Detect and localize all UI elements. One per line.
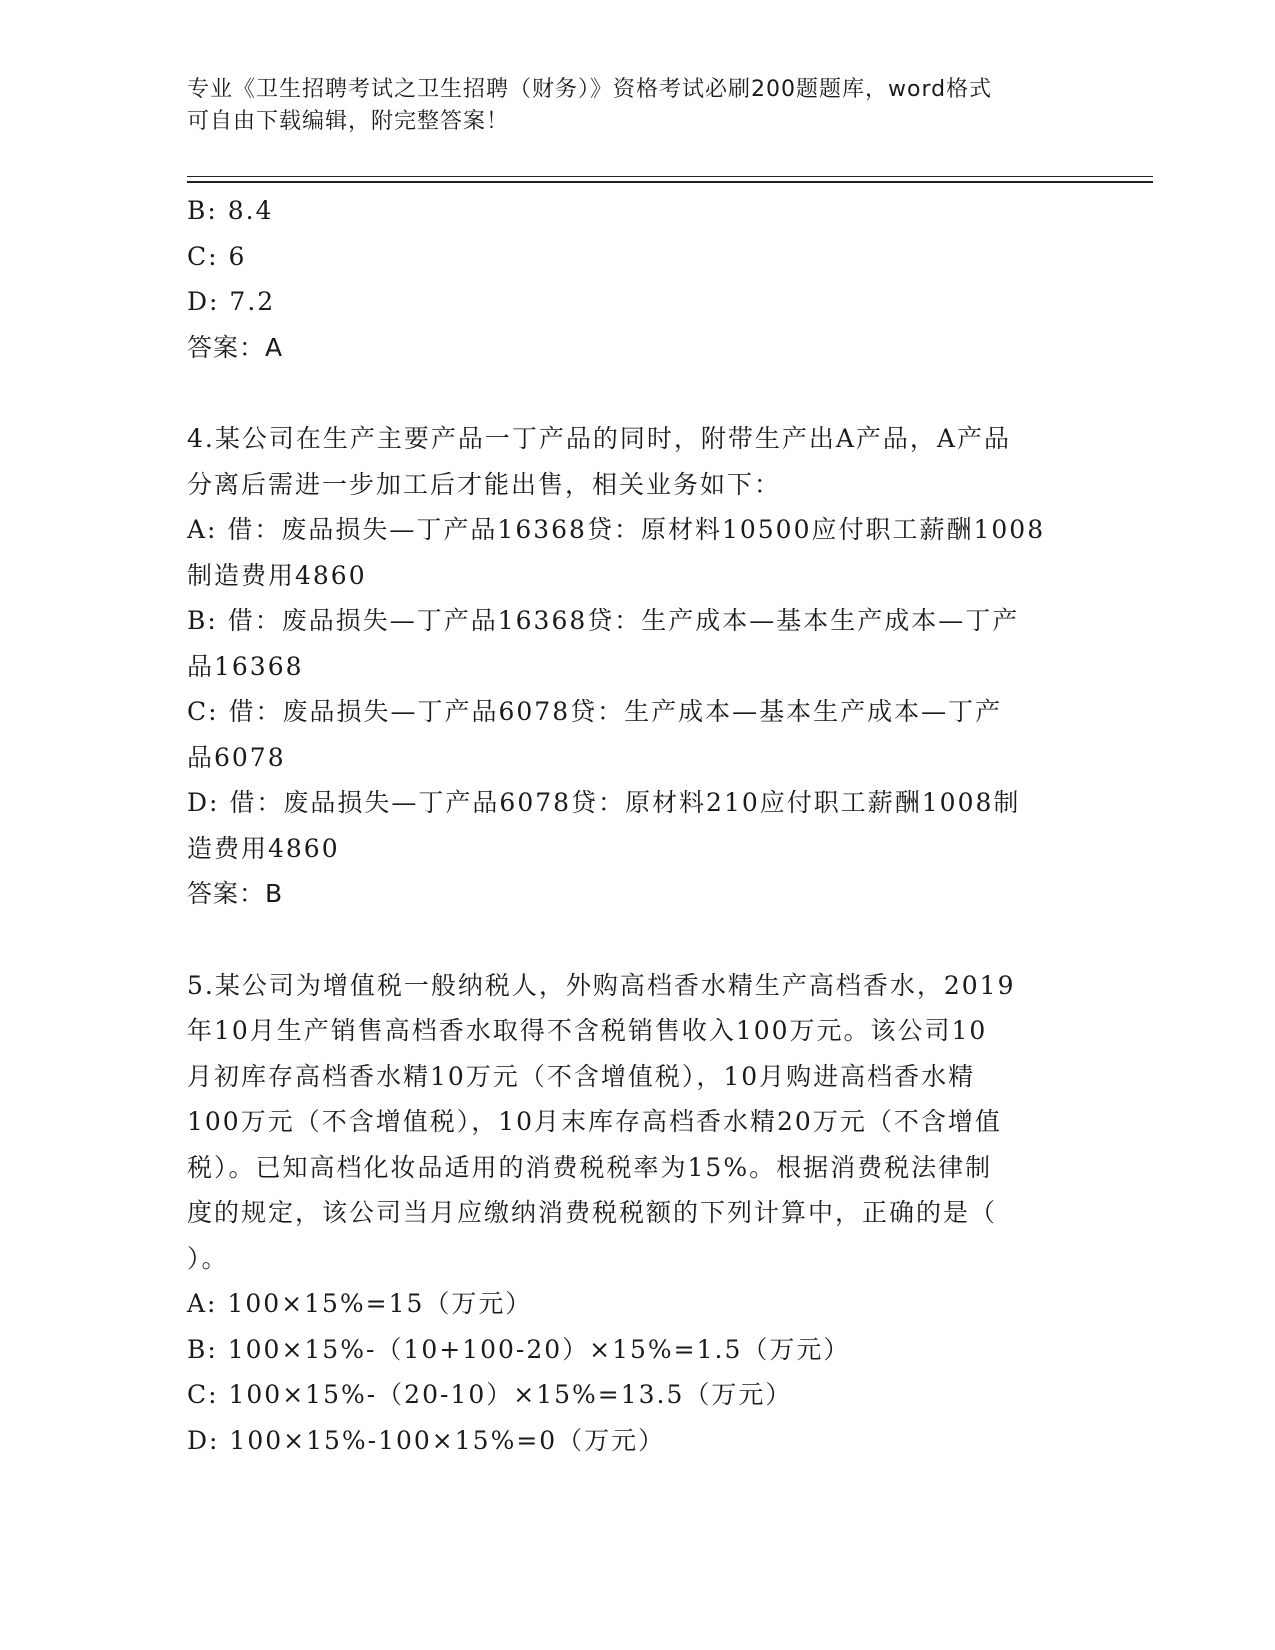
option-b-continuation: 品16368 [187, 651, 304, 681]
question-stem-line: 4.某公司在生产主要产品一丁产品的同时，附带生产出A产品，A产品 [187, 424, 1011, 453]
option-d: D: 7.2 [187, 287, 276, 316]
option-d: D: 借：废品损失—丁产品6078贷：原材料210应付职工薪酬1008制 [187, 788, 1021, 817]
question-5 [187, 963, 1087, 1464]
question-stem-line: 分离后需进一步加工后才能出售，相关业务如下： [187, 469, 782, 499]
spacer [187, 917, 1087, 963]
option-b: B: 借：废品损失—丁产品16368贷：生产成本—基本生产成本—丁产 [187, 606, 1020, 635]
question-stem-line: 年10月生产销售高档香水取得不含税销售收入100万元。该公司10 [187, 1016, 988, 1045]
option-c: C: 100×15%-（20-10）×15%=13.5（万元） [187, 1380, 793, 1409]
answer-line: 答案：A [187, 332, 284, 362]
option-c: C: 借：废品损失—丁产品6078贷：生产成本—基本生产成本—丁产 [187, 697, 1003, 726]
option-b: B: 8.4 [187, 196, 274, 225]
option-a: A: 借：废品损失—丁产品16368贷：原材料10500应付职工薪酬1008 [187, 515, 1046, 544]
option-a: A: 100×15%=15（万元） [187, 1289, 533, 1318]
previous-question-tail [187, 188, 1087, 370]
header-title-line-1: 专业《卫生招聘考试之卫生招聘（财务）》资格考试必刷200题题库，word格式 [187, 77, 993, 102]
option-b: B: 100×15%-（10+100-20）×15%=1.5（万元） [187, 1334, 851, 1364]
question-stem-line: 度的规定，该公司当月应缴纳消费税税额的下列计算中，正确的是（ [187, 1198, 998, 1227]
question-4 [187, 416, 1087, 917]
header-divider-thick [187, 181, 1153, 183]
question-stem-line: 税）。已知高档化妆品适用的消费税税率为15%。根据消费税法律制 [187, 1152, 993, 1182]
option-c-continuation: 品6078 [187, 742, 286, 772]
question-stem-line: 100万元（不含增值税），10月末库存高档香水精20万元（不含增值 [187, 1107, 1002, 1136]
header-title-line-2: 可自由下载编辑，附完整答案！ [187, 109, 510, 134]
question-stem-line: ）。 [187, 1243, 229, 1273]
document-header [187, 74, 1067, 138]
option-d-continuation: 造费用4860 [187, 833, 340, 863]
question-stem-line: 5.某公司为增值税一般纳税人，外购高档香水精生产高档香水，2019 [187, 970, 1016, 1000]
option-a-continuation: 制造费用4860 [187, 560, 367, 590]
spacer [187, 370, 1087, 416]
document-body [187, 188, 1087, 1463]
question-stem-line: 月初库存高档香水精10万元（不含增值税），10月购进高档香水精 [187, 1061, 976, 1091]
option-d: D: 100×15%-100×15%=0（万元） [187, 1425, 666, 1455]
answer-line: 答案：B [187, 879, 284, 908]
header-divider-thin [187, 176, 1153, 177]
option-c: C: 6 [187, 241, 247, 271]
